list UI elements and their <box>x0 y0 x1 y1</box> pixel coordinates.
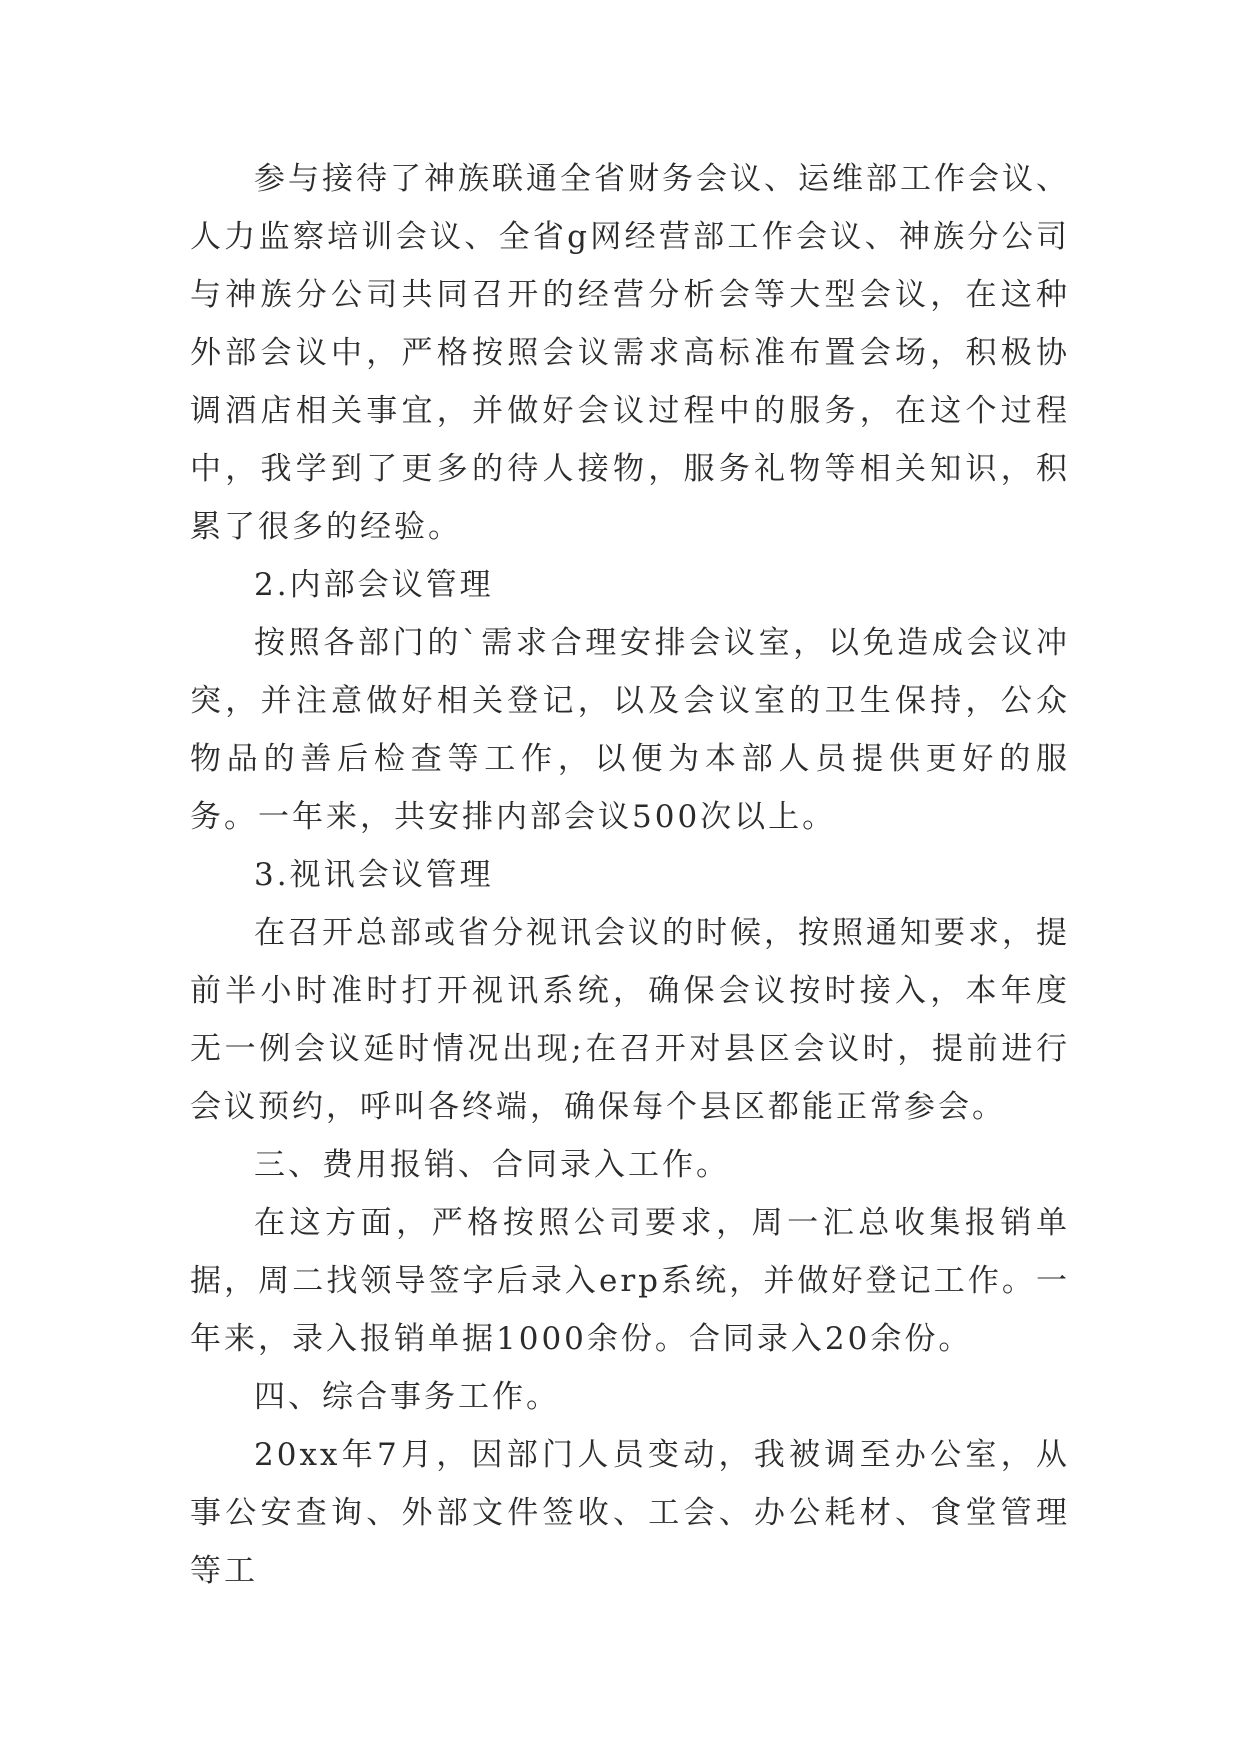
paragraph-expense-contract: 在这方面，严格按照公司要求，周一汇总收集报销单据，周二找领导签字后录入erp系统，并做好登记工作。一年来，录入报销单据1000余份。合同录入20余份。 <box>190 1205 1070 1357</box>
heading-video-meeting: 3.视讯会议管理 <box>254 857 494 893</box>
heading-expense-contract: 三、费用报销、合同录入工作。 <box>254 1147 730 1183</box>
paragraph-internal-meeting: 按照各部门的`需求合理安排会议室，以免造成会议冲突，并注意做好相关登记，以及会议室的卫生保持，公众物品的善后检查等工作，以便为本部人员提供更好的服务。一年来，共安排内部会议500次以上。 <box>190 625 1070 835</box>
paragraph-meeting-reception: 参与接待了神族联通全省财务会议、运维部工作会议、人力监察培训会议、全省g网经营部工作会议、神族分公司与神族分公司共同召开的经营分析会等大型会议，在这种外部会议中，严格按照会议需求高标准布置会场，积极协调酒店相关事宜，并做好会议过程中的服务，在这个过程中，我学到了更多的待人接物，服务礼物等相关知识，积累了很多的经验。 <box>190 161 1070 545</box>
document-body <box>190 150 1070 1600</box>
heading-general-affairs: 四、综合事务工作。 <box>254 1379 560 1415</box>
heading-internal-meeting: 2.内部会议管理 <box>254 567 494 603</box>
paragraph-video-meeting: 在召开总部或省分视讯会议的时候，按照通知要求，提前半小时准时打开视讯系统，确保会议按时接入，本年度无一例会议延时情况出现;在召开对县区会议时，提前进行会议预约，呼叫各终端，确保每个县区都能正常参会。 <box>190 915 1070 1125</box>
paragraph-general-affairs: 20xx年7月，因部门人员变动，我被调至办公室，从事公安查询、外部文件签收、工会、办公耗材、食堂管理等工 <box>190 1437 1070 1589</box>
